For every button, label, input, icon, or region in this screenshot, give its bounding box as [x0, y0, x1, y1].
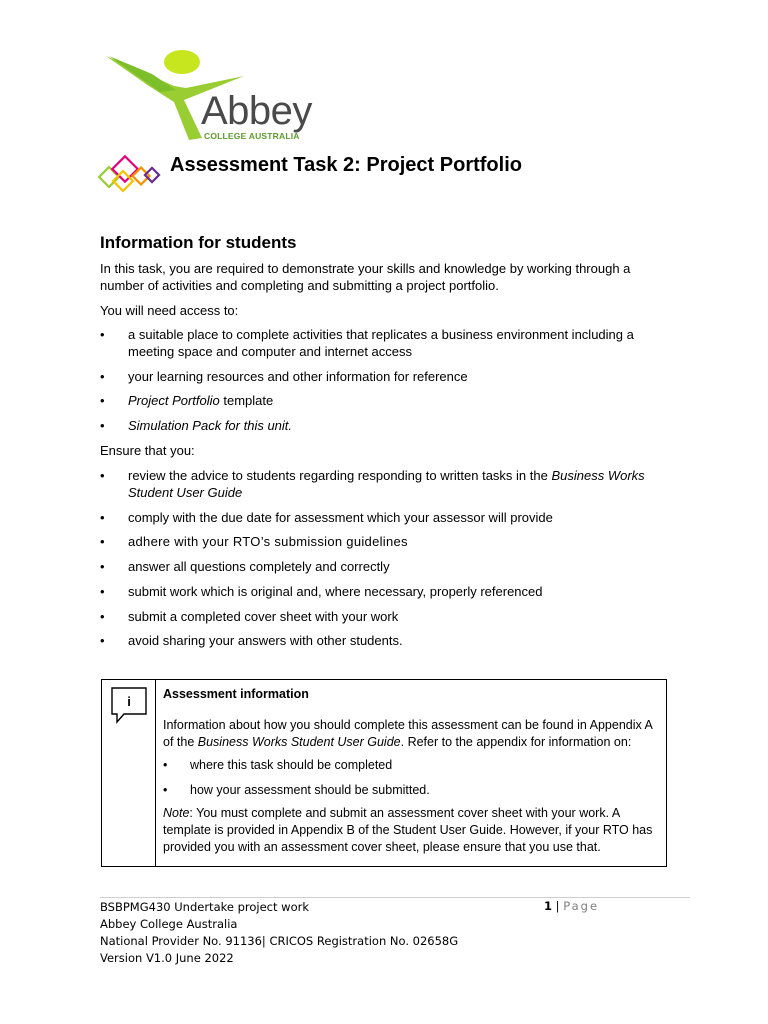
access-heading: You will need access to:	[100, 303, 239, 318]
page-title: Assessment Task 2: Project Portfolio	[170, 154, 522, 176]
section-title: Information for students	[100, 233, 297, 252]
diamonds-icon	[98, 150, 164, 194]
info-note: Note: You must complete and submit an assessment cover sheet with your work. A template is provided in Appendix B of the Student User Guide. However, if your RTO has provided you with an assessment cover sheet, please ensure that you use that.	[163, 806, 653, 854]
logo-wordmark: Abbey	[201, 89, 312, 133]
footer-unit: BSBPMG430 Undertake project work	[100, 900, 309, 914]
abbey-logo	[104, 48, 324, 142]
info-heading: Assessment information	[163, 687, 309, 701]
ensure-heading: Ensure that you:	[100, 443, 195, 458]
info-content: Assessment information Information about how you should complete this assessment can be found in Appendix A of the Business Works Student User Guide. Refer to the appendix for information on: • where this task should be completed • how your assessment should be submitted. Note: You must complete and submit an assessment cover sheet with your work. A template is provided in Appendix B of the Student User Guide. However, if your RTO has provided you with an assessment cover sheet, please ensure that you use that.	[163, 686, 663, 856]
footer-divider	[100, 897, 690, 898]
page-number: 1 | Page	[544, 899, 600, 913]
footer-version: Version V1.0 June 2022	[100, 951, 234, 965]
footer-college: Abbey College Australia	[100, 917, 238, 931]
logo-subtitle: COLLEGE AUSTRALIA	[204, 131, 300, 141]
footer-registration: National Provider No. 91136| CRICOS Registration No. 02658G	[100, 934, 459, 948]
intro-paragraph: In this task, you are required to demonstrate your skills and knowledge by working through a number of activities and completing and submitting a project portfolio.	[100, 261, 631, 293]
assessment-info-box	[101, 679, 667, 867]
svg-text:i: i	[127, 694, 131, 709]
footer	[100, 899, 458, 967]
info-speech-bubble-icon	[110, 686, 148, 724]
info-icon-column	[102, 680, 156, 866]
info-paragraph: Information about how you should complete this assessment can be found in Appendix A of the Business Works Student User Guide. Refer to the appendix for information on:	[163, 718, 653, 749]
